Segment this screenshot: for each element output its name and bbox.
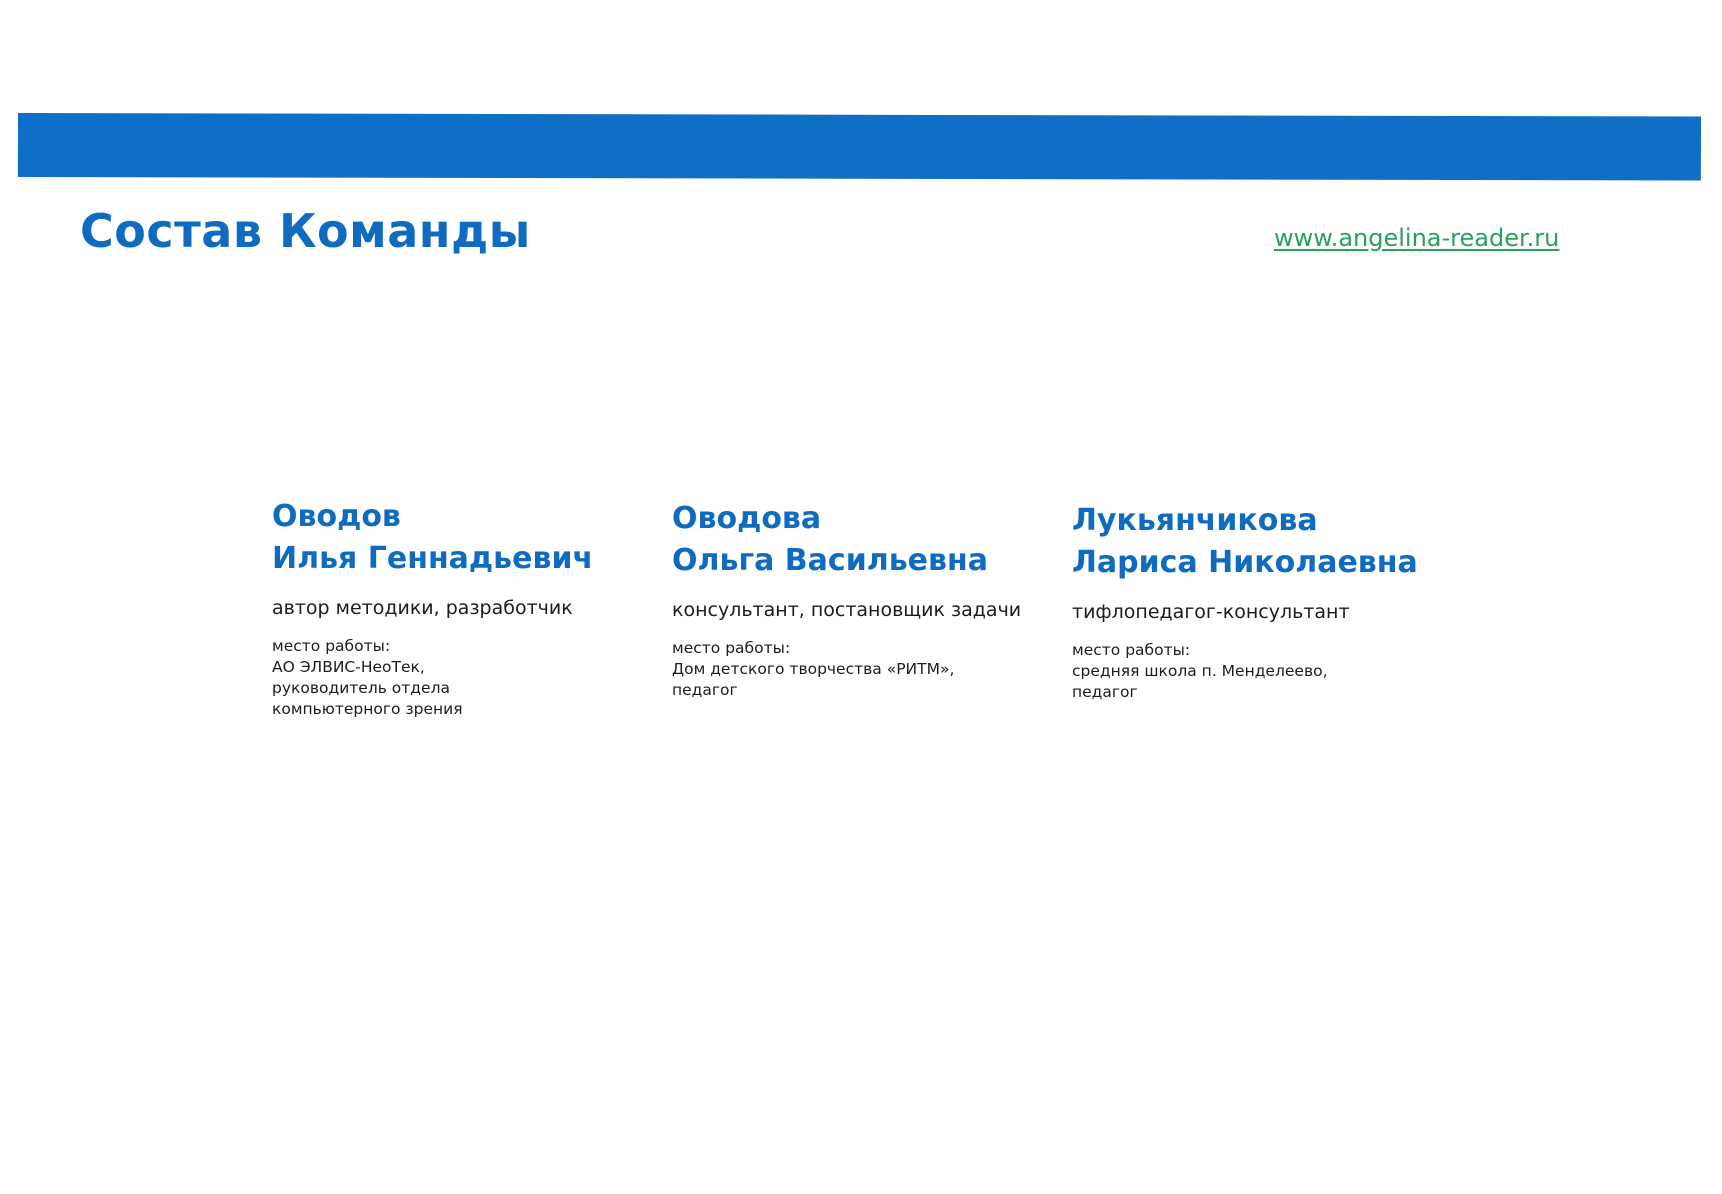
member-role: консультант, постановщик задачи [672, 599, 1022, 621]
member-role: автор методики, разработчик [272, 597, 573, 619]
member-surname: Лукьянчикова [1072, 503, 1318, 538]
workplace-line: АО ЭЛВИС-НеоТек, [272, 658, 425, 676]
header-bar [18, 113, 1701, 181]
member-surname: Оводов [272, 499, 401, 534]
workplace-line: педагог [672, 681, 738, 699]
team-member-card [672, 498, 1062, 701]
page-title: Состав Команды [80, 204, 531, 258]
workplace-line: средняя школа п. Менделеево, [1072, 662, 1328, 680]
workplace-line: компьютерного зрения [272, 700, 463, 718]
member-role: тифлопедагог-консультант [1072, 601, 1350, 623]
workplace-line: Дом детского творчества «РИТМ», [672, 660, 955, 678]
workplace-line: педагог [1072, 683, 1138, 701]
workplace-label: место работы: [672, 639, 791, 657]
member-given-names: Лариса Николаевна [1072, 545, 1418, 580]
member-workplace [272, 636, 662, 720]
website-link[interactable]: www.angelina-reader.ru [1274, 224, 1560, 252]
member-given-names: Ольга Васильевна [672, 543, 988, 578]
member-surname: Оводова [672, 501, 822, 536]
team-member-card [272, 496, 662, 720]
workplace-line: руководитель отдела [272, 679, 450, 697]
member-workplace [1072, 640, 1462, 703]
workplace-label: место работы: [272, 637, 391, 655]
team-member-card [1072, 500, 1462, 703]
workplace-label: место работы: [1072, 641, 1191, 659]
member-given-names: Илья Геннадьевич [272, 541, 594, 576]
member-workplace [672, 638, 1062, 701]
